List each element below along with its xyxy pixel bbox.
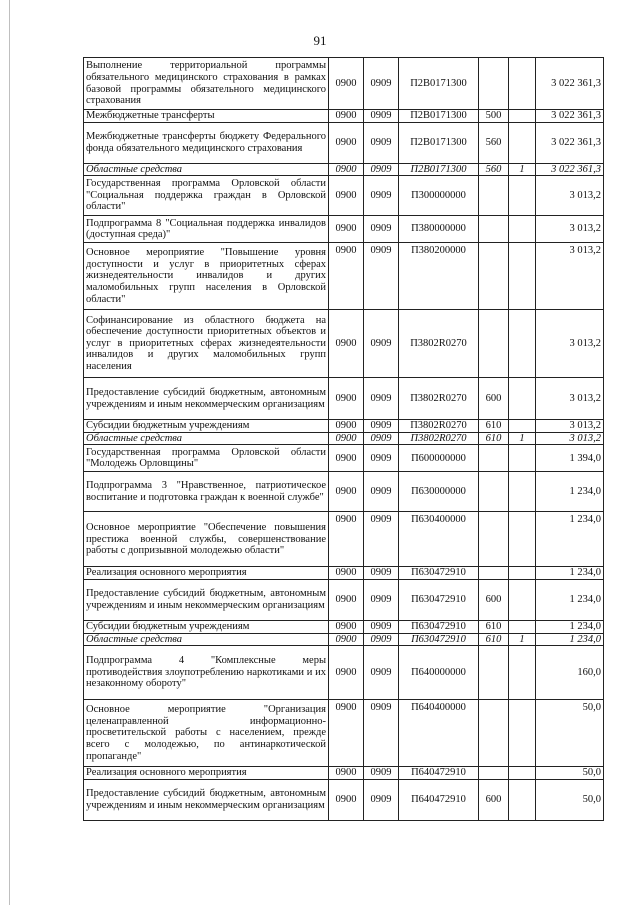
source-code bbox=[509, 176, 536, 216]
target-article-code: П630472910 bbox=[399, 579, 479, 620]
row-amount: 3 013,2 bbox=[536, 243, 604, 310]
source-code bbox=[509, 58, 536, 110]
ministry-code: 0900 bbox=[329, 216, 364, 243]
target-article-code: П2В0171300 bbox=[399, 163, 479, 176]
source-code bbox=[509, 378, 536, 420]
row-name: Софинансирование из областного бюджета на обеспечение доступности приоритетных объектов и услуг в приоритетных сферах жизнедеятельности инвалидов и других маломобильных групп населения bbox=[84, 310, 329, 378]
row-name: Основное мероприятие "Повышение уровня доступности и услуг в приоритетных сферах жизнедеятельности инвалидов и других маломобильных групп населения в Орловской области" bbox=[84, 243, 329, 310]
ministry-code: 0900 bbox=[329, 579, 364, 620]
row-amount: 3 013,2 bbox=[536, 216, 604, 243]
section-code: 0909 bbox=[364, 216, 399, 243]
row-name: Межбюджетные трансферты bbox=[84, 110, 329, 123]
source-code bbox=[509, 620, 536, 633]
expense-type-code bbox=[479, 646, 509, 700]
row-name: Предоставление субсидий бюджетным, автономным учреждениям и иным некоммерческим организациям bbox=[84, 779, 329, 820]
row-amount: 1 234,0 bbox=[536, 567, 604, 580]
expense-type-code: 500 bbox=[479, 110, 509, 123]
table-row bbox=[84, 472, 604, 512]
row-amount: 50,0 bbox=[536, 700, 604, 767]
ministry-code: 0900 bbox=[329, 512, 364, 567]
ministry-code: 0900 bbox=[329, 176, 364, 216]
table-row bbox=[84, 58, 604, 110]
ministry-code: 0900 bbox=[329, 779, 364, 820]
expense-type-code bbox=[479, 512, 509, 567]
row-name: Субсидии бюджетным учреждениям bbox=[84, 620, 329, 633]
row-name: Реализация основного мероприятия bbox=[84, 767, 329, 780]
target-article-code: П3802R0270 bbox=[399, 432, 479, 445]
row-amount: 50,0 bbox=[536, 779, 604, 820]
expense-type-code: 560 bbox=[479, 122, 509, 163]
expense-type-code bbox=[479, 567, 509, 580]
expense-type-code: 610 bbox=[479, 620, 509, 633]
row-name: Реализация основного мероприятия bbox=[84, 567, 329, 580]
expense-type-code bbox=[479, 310, 509, 378]
section-code: 0909 bbox=[364, 122, 399, 163]
row-amount: 1 234,0 bbox=[536, 620, 604, 633]
table-row bbox=[84, 163, 604, 176]
section-code: 0909 bbox=[364, 310, 399, 378]
expense-type-code: 560 bbox=[479, 163, 509, 176]
ministry-code: 0900 bbox=[329, 163, 364, 176]
table-row bbox=[84, 579, 604, 620]
section-code: 0909 bbox=[364, 512, 399, 567]
table-row bbox=[84, 646, 604, 700]
section-code: 0909 bbox=[364, 432, 399, 445]
row-amount: 1 394,0 bbox=[536, 445, 604, 472]
ministry-code: 0900 bbox=[329, 620, 364, 633]
target-article-code: П630400000 bbox=[399, 512, 479, 567]
table-row bbox=[84, 445, 604, 472]
table-row bbox=[84, 216, 604, 243]
row-name: Предоставление субсидий бюджетным, автономным учреждениям и иным некоммерческим организациям bbox=[84, 378, 329, 420]
row-name: Подпрограмма 3 "Нравственное, патриотическое воспитание и подготовка граждан к военной службе" bbox=[84, 472, 329, 512]
table-row bbox=[84, 779, 604, 820]
table-row bbox=[84, 310, 604, 378]
ministry-code: 0900 bbox=[329, 243, 364, 310]
source-code bbox=[509, 216, 536, 243]
table-row bbox=[84, 110, 604, 123]
row-name: Основное мероприятие "Организация целенаправленной информационно-просветительской работы с населением, прежде всего с молодежью, по антинаркотической пропаганде" bbox=[84, 700, 329, 767]
target-article-code: П300000000 bbox=[399, 176, 479, 216]
section-code: 0909 bbox=[364, 378, 399, 420]
source-code bbox=[509, 310, 536, 378]
section-code: 0909 bbox=[364, 579, 399, 620]
target-article-code: П2В0171300 bbox=[399, 110, 479, 123]
section-code: 0909 bbox=[364, 779, 399, 820]
expense-type-code bbox=[479, 216, 509, 243]
target-article-code: П640472910 bbox=[399, 767, 479, 780]
target-article-code: П3802R0270 bbox=[399, 378, 479, 420]
row-amount: 3 022 361,3 bbox=[536, 58, 604, 110]
ministry-code: 0900 bbox=[329, 122, 364, 163]
ministry-code: 0900 bbox=[329, 58, 364, 110]
row-name: Государственная программа Орловской области "Социальная поддержка граждан в Орловской области" bbox=[84, 176, 329, 216]
target-article-code: П600000000 bbox=[399, 445, 479, 472]
source-code bbox=[509, 512, 536, 567]
source-code bbox=[509, 110, 536, 123]
row-amount: 3 022 361,3 bbox=[536, 163, 604, 176]
table-row bbox=[84, 243, 604, 310]
source-code: 1 bbox=[509, 633, 536, 646]
table-row bbox=[84, 432, 604, 445]
ministry-code: 0900 bbox=[329, 700, 364, 767]
source-code: 1 bbox=[509, 432, 536, 445]
ministry-code: 0900 bbox=[329, 646, 364, 700]
row-amount: 1 234,0 bbox=[536, 472, 604, 512]
ministry-code: 0900 bbox=[329, 420, 364, 433]
source-code bbox=[509, 420, 536, 433]
row-amount: 50,0 bbox=[536, 767, 604, 780]
table-row bbox=[84, 512, 604, 567]
expense-type-code: 610 bbox=[479, 420, 509, 433]
row-name: Подпрограмма 4 "Комплексные меры противодействия злоупотреблению наркотиками и их незаконному обороту" bbox=[84, 646, 329, 700]
ministry-code: 0900 bbox=[329, 110, 364, 123]
target-article-code: П630472910 bbox=[399, 633, 479, 646]
expense-type-code bbox=[479, 472, 509, 512]
row-amount: 3 013,2 bbox=[536, 432, 604, 445]
row-name: Областные средства bbox=[84, 633, 329, 646]
section-code: 0909 bbox=[364, 567, 399, 580]
ministry-code: 0900 bbox=[329, 567, 364, 580]
source-code bbox=[509, 243, 536, 310]
section-code: 0909 bbox=[364, 700, 399, 767]
expense-type-code bbox=[479, 445, 509, 472]
section-code: 0909 bbox=[364, 110, 399, 123]
target-article-code: П640472910 bbox=[399, 779, 479, 820]
row-name: Межбюджетные трансферты бюджету Федерального фонда обязательного медицинского страхования bbox=[84, 122, 329, 163]
ministry-code: 0900 bbox=[329, 310, 364, 378]
expense-type-code: 610 bbox=[479, 432, 509, 445]
expense-type-code bbox=[479, 58, 509, 110]
target-article-code: П640400000 bbox=[399, 700, 479, 767]
target-article-code: П2В0171300 bbox=[399, 58, 479, 110]
source-code bbox=[509, 472, 536, 512]
ministry-code: 0900 bbox=[329, 472, 364, 512]
section-code: 0909 bbox=[364, 445, 399, 472]
target-article-code: П3802R0270 bbox=[399, 310, 479, 378]
expense-type-code bbox=[479, 176, 509, 216]
table-row bbox=[84, 176, 604, 216]
section-code: 0909 bbox=[364, 646, 399, 700]
section-code: 0909 bbox=[364, 420, 399, 433]
table-row bbox=[84, 420, 604, 433]
row-amount: 3 013,2 bbox=[536, 176, 604, 216]
expense-type-code bbox=[479, 243, 509, 310]
target-article-code: П640000000 bbox=[399, 646, 479, 700]
table-row bbox=[84, 767, 604, 780]
row-amount: 3 022 361,3 bbox=[536, 110, 604, 123]
source-code bbox=[509, 122, 536, 163]
section-code: 0909 bbox=[364, 472, 399, 512]
section-code: 0909 bbox=[364, 163, 399, 176]
source-code bbox=[509, 567, 536, 580]
target-article-code: П380000000 bbox=[399, 216, 479, 243]
ministry-code: 0900 bbox=[329, 445, 364, 472]
expense-type-code bbox=[479, 767, 509, 780]
section-code: 0909 bbox=[364, 243, 399, 310]
section-code: 0909 bbox=[364, 767, 399, 780]
row-amount: 3 013,2 bbox=[536, 310, 604, 378]
target-article-code: П2В0171300 bbox=[399, 122, 479, 163]
expense-type-code: 600 bbox=[479, 779, 509, 820]
section-code: 0909 bbox=[364, 58, 399, 110]
scan-edge-line bbox=[9, 0, 10, 905]
source-code bbox=[509, 779, 536, 820]
row-name: Выполнение территориальной программы обязательного медицинского страхования в рамках базовой программы обязательного медицинского страхования bbox=[84, 58, 329, 110]
row-name: Основное мероприятие "Обеспечение повышения престижа военной службы, совершенствование работы с допризывной молодежью области" bbox=[84, 512, 329, 567]
row-name: Предоставление субсидий бюджетным, автономным учреждениям и иным некоммерческим организациям bbox=[84, 579, 329, 620]
ministry-code: 0900 bbox=[329, 767, 364, 780]
target-article-code: П3802R0270 bbox=[399, 420, 479, 433]
row-name: Субсидии бюджетным учреждениям bbox=[84, 420, 329, 433]
source-code bbox=[509, 646, 536, 700]
source-code bbox=[509, 700, 536, 767]
expense-type-code: 600 bbox=[479, 579, 509, 620]
row-amount: 1 234,0 bbox=[536, 512, 604, 567]
target-article-code: П630472910 bbox=[399, 567, 479, 580]
table-row bbox=[84, 633, 604, 646]
table-row bbox=[84, 567, 604, 580]
target-article-code: П380200000 bbox=[399, 243, 479, 310]
source-code bbox=[509, 579, 536, 620]
section-code: 0909 bbox=[364, 633, 399, 646]
row-name: Государственная программа Орловской области "Молодежь Орловщины" bbox=[84, 445, 329, 472]
row-name: Подпрограмма 8 "Социальная поддержка инвалидов (доступная среда)" bbox=[84, 216, 329, 243]
page-number: 91 bbox=[313, 33, 327, 48]
table-row bbox=[84, 122, 604, 163]
expense-type-code bbox=[479, 700, 509, 767]
expense-type-code: 610 bbox=[479, 633, 509, 646]
row-amount: 1 234,0 bbox=[536, 633, 604, 646]
table-row bbox=[84, 620, 604, 633]
row-amount: 3 013,2 bbox=[536, 420, 604, 433]
row-amount: 3 022 361,3 bbox=[536, 122, 604, 163]
row-amount: 160,0 bbox=[536, 646, 604, 700]
source-code bbox=[509, 445, 536, 472]
row-name: Областные средства bbox=[84, 432, 329, 445]
row-amount: 1 234,0 bbox=[536, 579, 604, 620]
table-row bbox=[84, 700, 604, 767]
ministry-code: 0900 bbox=[329, 633, 364, 646]
row-name: Областные средства bbox=[84, 163, 329, 176]
target-article-code: П630472910 bbox=[399, 620, 479, 633]
budget-table bbox=[83, 57, 604, 821]
expense-type-code: 600 bbox=[479, 378, 509, 420]
ministry-code: 0900 bbox=[329, 432, 364, 445]
source-code bbox=[509, 767, 536, 780]
ministry-code: 0900 bbox=[329, 378, 364, 420]
target-article-code: П630000000 bbox=[399, 472, 479, 512]
section-code: 0909 bbox=[364, 620, 399, 633]
source-code: 1 bbox=[509, 163, 536, 176]
section-code: 0909 bbox=[364, 176, 399, 216]
row-amount: 3 013,2 bbox=[536, 378, 604, 420]
table-row bbox=[84, 378, 604, 420]
